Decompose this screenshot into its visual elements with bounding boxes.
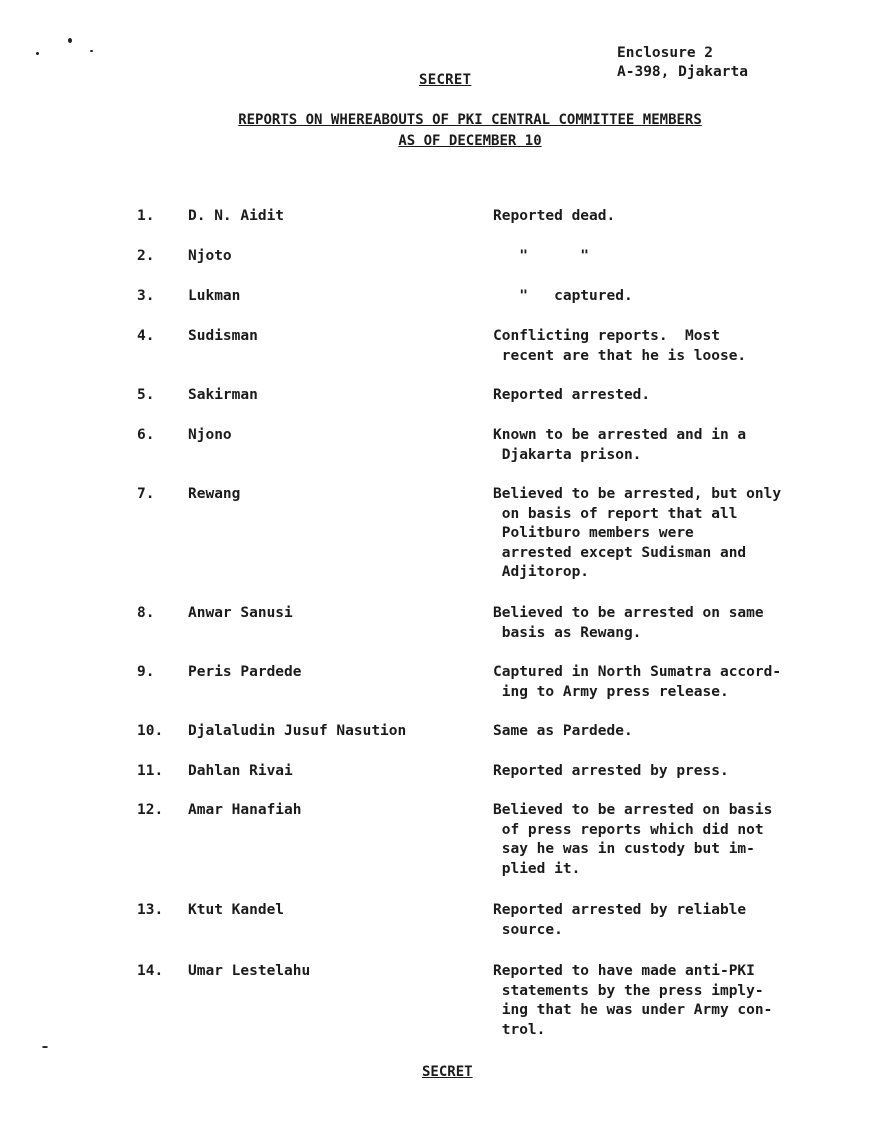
member-name: D. N. Aidit bbox=[188, 208, 285, 224]
member-status: Reported arrested by reliable source. bbox=[493, 902, 747, 938]
classification-marking-bottom: SECRET bbox=[422, 1064, 473, 1080]
member-status: Believed to be arrested on same basis as Rewang. bbox=[493, 605, 764, 641]
item-number: 13. bbox=[137, 902, 164, 918]
member-status: Reported to have made anti-PKI statements by the press imply- ing that he was under Army con- trol. bbox=[493, 963, 773, 1038]
item-number: 10. bbox=[137, 723, 164, 739]
scan-speck bbox=[68, 38, 72, 43]
member-status: " " bbox=[493, 248, 590, 264]
member-name: Njono bbox=[188, 427, 232, 443]
title-line-2: AS OF DECEMBER 10 bbox=[398, 133, 542, 149]
item-number: 6. bbox=[137, 427, 155, 443]
item-number: 8. bbox=[137, 605, 155, 621]
member-name: Amar Hanafiah bbox=[188, 802, 302, 818]
scan-speck bbox=[90, 50, 93, 52]
member-status: Same as Pardede. bbox=[493, 723, 633, 739]
item-number: 7. bbox=[137, 486, 155, 502]
item-number: 1. bbox=[137, 208, 155, 224]
item-number: 9. bbox=[137, 664, 155, 680]
member-name: Njoto bbox=[188, 248, 232, 264]
member-name: Djalaludin Jusuf Nasution bbox=[188, 723, 407, 739]
member-status: Reported dead. bbox=[493, 208, 616, 224]
item-number: 5. bbox=[137, 387, 155, 403]
scan-speck bbox=[36, 52, 39, 55]
airgram-reference: A-398, Djakarta bbox=[617, 64, 748, 80]
enclosure-reference bbox=[617, 44, 748, 82]
item-number: 4. bbox=[137, 328, 155, 344]
member-name: Ktut Kandel bbox=[188, 902, 285, 918]
member-name: Anwar Sanusi bbox=[188, 605, 293, 621]
classification-marking-top: SECRET bbox=[419, 72, 472, 88]
member-status: Believed to be arrested, but only on basis of report that all Politburo members were arrested except Sudisman and Adjitorop. bbox=[493, 486, 782, 581]
member-name: Peris Pardede bbox=[188, 664, 302, 680]
member-name: Umar Lestelahu bbox=[188, 963, 311, 979]
member-name: Sudisman bbox=[188, 328, 258, 344]
scan-speck bbox=[42, 1046, 48, 1048]
document-title bbox=[150, 110, 790, 130]
item-number: 12. bbox=[137, 802, 164, 818]
member-status: Captured in North Sumatra accord- ing to Army press release. bbox=[493, 664, 782, 700]
item-number: 2. bbox=[137, 248, 155, 264]
member-status: Conflicting reports. Most recent are that he is loose. bbox=[493, 328, 747, 364]
item-number: 3. bbox=[137, 288, 155, 304]
member-status: Known to be arrested and in a Djakarta prison. bbox=[493, 427, 747, 463]
enclosure-number: Enclosure 2 bbox=[617, 45, 714, 61]
title-line-1: REPORTS ON WHEREABOUTS OF PKI CENTRAL COMMITTEE MEMBERS bbox=[238, 112, 702, 128]
member-name: Rewang bbox=[188, 486, 241, 502]
member-status: " captured. bbox=[493, 288, 633, 304]
member-status: Reported arrested by press. bbox=[493, 763, 729, 779]
member-status: Believed to be arrested on basis of press reports which did not say he was in custody but im- plied it. bbox=[493, 802, 773, 877]
member-name: Lukman bbox=[188, 288, 241, 304]
member-name: Sakirman bbox=[188, 387, 258, 403]
item-number: 11. bbox=[137, 763, 164, 779]
member-name: Dahlan Rivai bbox=[188, 763, 293, 779]
document-subtitle bbox=[150, 131, 790, 151]
member-status: Reported arrested. bbox=[493, 387, 651, 403]
item-number: 14. bbox=[137, 963, 164, 979]
